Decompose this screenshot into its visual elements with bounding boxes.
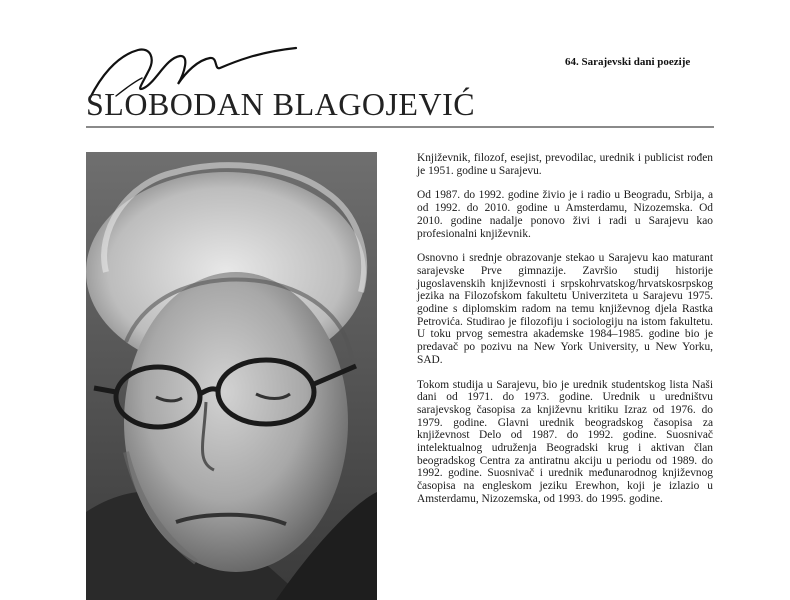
biography (417, 152, 713, 518)
author-name-title: SLOBODAN BLAGOJEVIĆ (86, 86, 476, 122)
bio-paragraph: Književnik, filozof, esejist, prevodilac, urednik i publicist rođen je 1951. godine u Sarajevu. (417, 152, 713, 177)
event-label: 64. Sarajevski dani poezije (565, 56, 691, 68)
portrait-illustration (86, 152, 377, 600)
header-divider (86, 126, 714, 128)
bio-paragraph: Osnovno i srednje obrazovanje stekao u Sarajevu kao maturant sarajevske Prve gimnazije. Završio studij historije jugoslavenskih književnosti i srpskohrvatskog/hrvatskosrpskog jezika na Filozofskom fakultetu Univerziteta u Sarajevu 1975. godine s diplomskim radom na temu književnog djela Rastka Petrovića. Studirao je filozofiju i sociologiju na istom fakultetu. U toku prvog semestra akademske 1984–1985. godine bio je predavač po pozivu na New York University, u New Yorku, SAD. (417, 252, 713, 366)
author-portrait-photo (86, 152, 377, 600)
bio-paragraph: Od 1987. do 1992. godine živio je i radio u Beogradu, Srbija, a od 1992. do 2010. godine u Amsterdamu, Nizozemska. Od 2010. godine nadalje ponovo živi i radi u Sarajevu kao profesionalni književnik. (417, 189, 713, 240)
bio-paragraph: Tokom studija u Sarajevu, bio je urednik studentskog lista Naši dani od 1971. do 1973. godine. Urednik u uredništvu sarajevskog časopisa za književnu kritiku Izraz od 1976. do 1979. godine. Glavni urednik beogradskog časopisa za književnost Delo od 1987. do 1992. godine. Suosnivač intelektualnog udruženja Beogradski krug i aktivan član beogradskog Centra za antiratnu akciju u periodu od 1989. do 1992. godine. Suosnivač i urednik međunarodnog književnog časopisa na engleskom jeziku Erewhon, koji je izlazio u Amsterdamu, Nizozemska, od 1993. do 1995. godine. (417, 378, 713, 505)
